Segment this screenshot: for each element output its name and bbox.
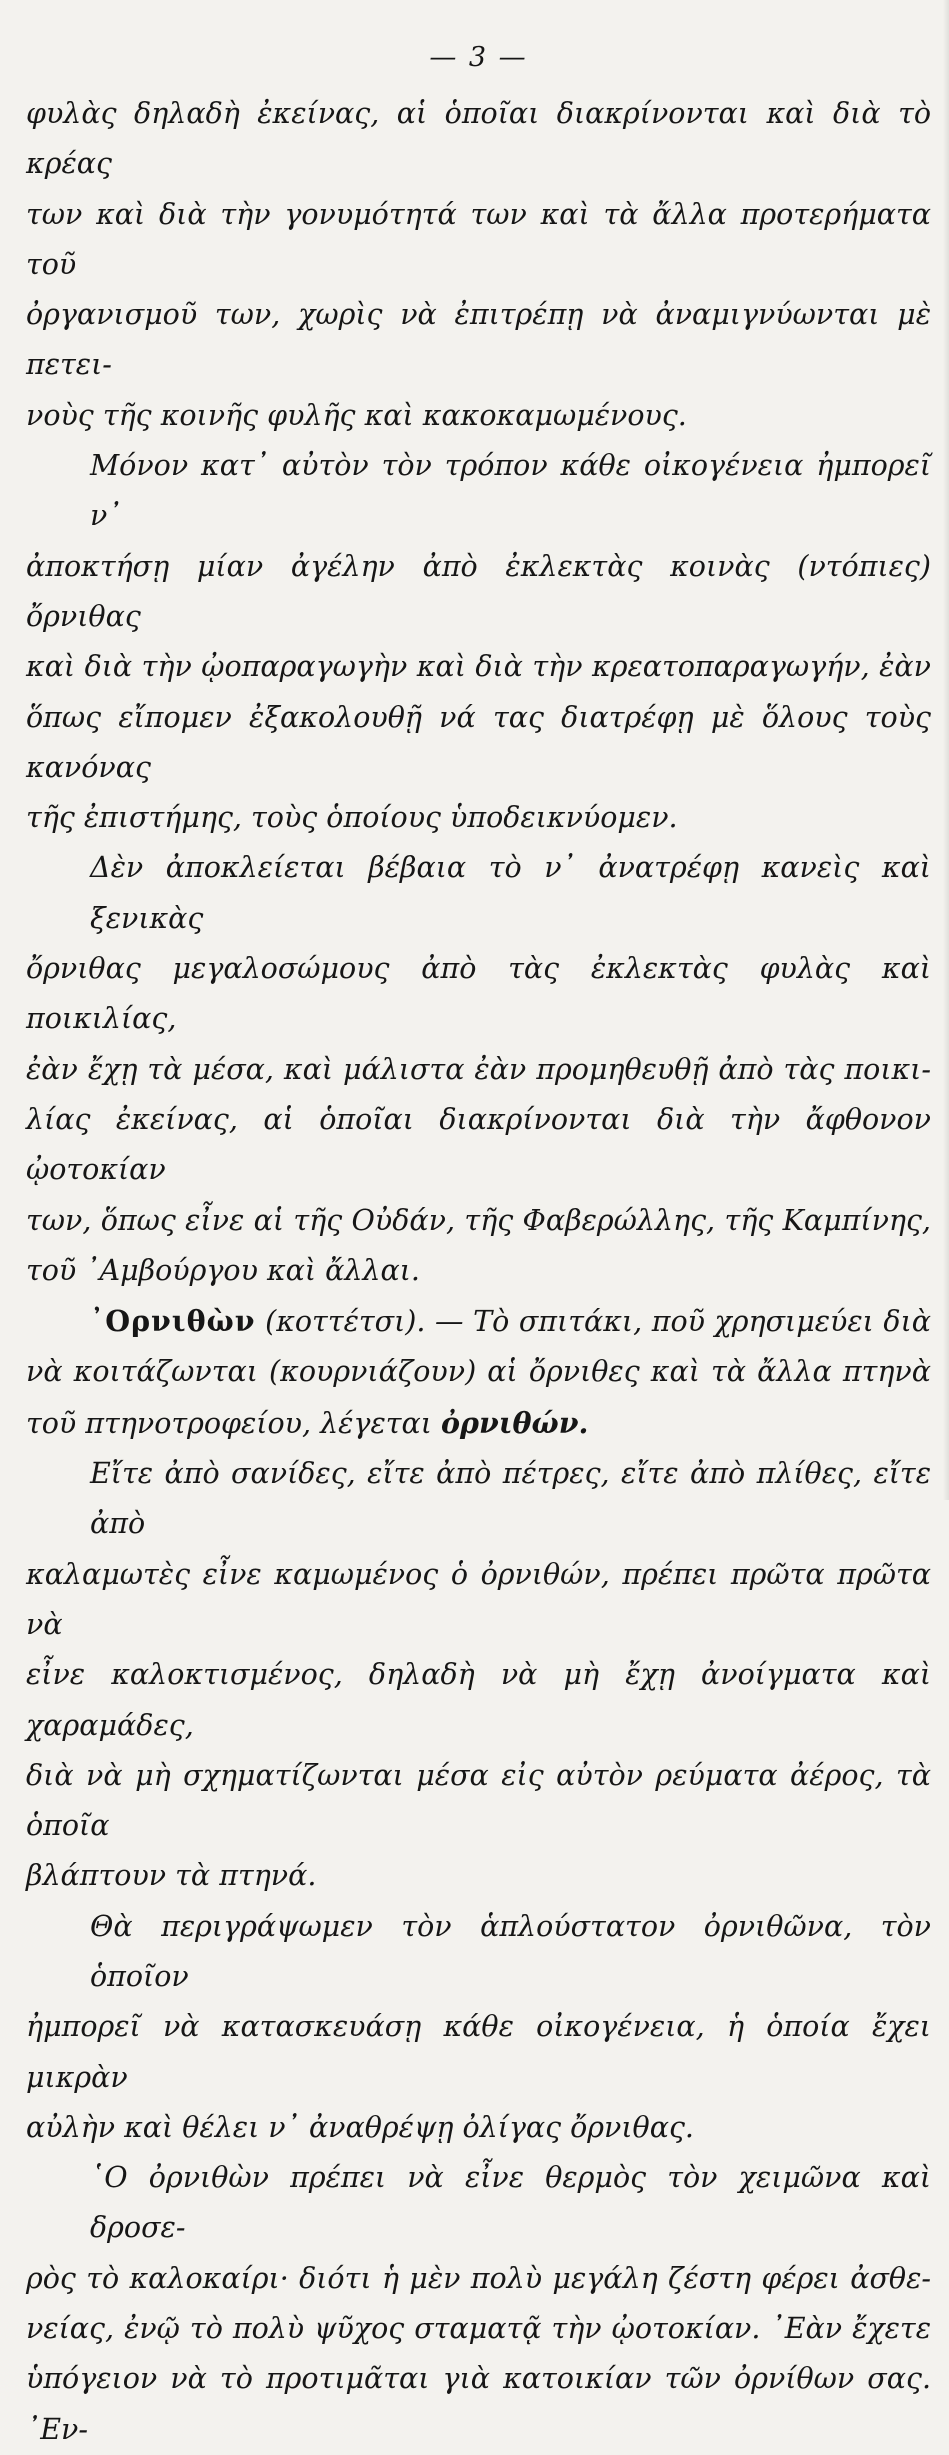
section-paragraph xyxy=(26,1296,931,1449)
text-line: ὀργανισμοῦ των, χωρὶς νὰ ἐπιτρέπῃ νὰ ἀναμιγνύωνται μὲ πετει- xyxy=(26,298,931,382)
text-line: καὶ διὰ τὴν ᾠοπαραγωγὴν καὶ διὰ τὴν κρεατοπαραγωγήν, ἐὰν xyxy=(26,650,931,684)
text-line: καλαμωτὲς εἶνε καμωμένος ὁ ὀρνιθών, πρέπει πρῶτα πρῶτα νὰ xyxy=(26,1557,931,1641)
text-line: ρὸς τὸ καλοκαίρι· διότι ἡ μὲν πολὺ μεγάλη ζέστη φέρει ἀσθε- xyxy=(26,2261,931,2295)
text-line: νὰ κοιτάζωνται (κουρνιάζουν) αἱ ὄρνιθες καὶ τὰ ἄλλα πτηνὰ xyxy=(26,1355,931,1389)
text-fragment: τοῦ πτηνοτροφείου, λέγεται xyxy=(26,1406,442,1440)
text-line: αὐλὴν καὶ θέλει ν᾽ ἀναθρέψῃ ὀλίγας ὄρνιθας. xyxy=(26,2110,694,2144)
text-line: διὰ νὰ μὴ σχηματίζωνται μέσα εἰς αὐτὸν ρεύματα ἀέρος, τὰ ὁποῖα xyxy=(26,1758,931,1843)
text-line: Θὰ περιγράψωμεν τὸν ἁπλούστατον ὀρνιθῶνα, τὸν ὁποῖον xyxy=(90,1909,931,1993)
text-line xyxy=(26,1398,931,1449)
text-line: βλάπτουν τὰ πτηνά. xyxy=(26,1859,317,1893)
paragraph xyxy=(26,1449,931,1902)
text-line: λίας ἐκείνας, αἱ ὁποῖαι διακρίνονται διὰ τὴν ἄφθονον ᾠοτοκίαν xyxy=(26,1102,931,1187)
text-line: εἶνε καλοκτισμένος, δηλαδὴ νὰ μὴ ἔχῃ ἀνοίγματα καὶ χαραμάδες, xyxy=(26,1658,931,1742)
text-line: ἀποκτήσῃ μίαν ἀγέλην ἀπὸ ἐκλεκτὰς κοινὰς (ντόπιες) ὄρνιθας xyxy=(26,549,931,633)
paragraph xyxy=(26,843,931,1296)
text-line: ὄρνιθας μεγαλοσώμους ἀπὸ τὰς ἐκλεκτὰς φυλὰς καὶ ποικιλίας, xyxy=(26,952,931,1036)
text-line: ὅπως εἴπομεν ἐξακολουθῇ νά τας διατρέφῃ μὲ ὅλους τοὺς κανόνας xyxy=(26,700,931,784)
paragraph xyxy=(26,2153,931,2455)
text-line: ἠμπορεῖ νὰ κατασκευάσῃ κάθε οἰκογένεια, ἡ ὁποία ἔχει μικρὰν xyxy=(26,2010,931,2094)
text-line: τῆς ἐπιστήμης, τοὺς ὁποίους ὑποδεικνύομεν. xyxy=(26,801,678,835)
text-line: των καὶ διὰ τὴν γονυμότητά των καὶ τὰ ἄλλα προτερήματα τοῦ xyxy=(26,197,931,281)
page-number: — 3 — xyxy=(429,42,528,73)
section-heading: ᾿Ορνιθὼν xyxy=(90,1304,256,1339)
text-line: ἐὰν ἔχῃ τὰ μέσα, καὶ μάλιστα ἐὰν προμηθευθῇ ἀπὸ τὰς ποικι- xyxy=(26,1052,931,1086)
text-line: νοὺς τῆς κοινῆς φυλῆς καὶ κακοκαμωμένους. xyxy=(26,398,687,432)
bold-term: ὀρνιθών. xyxy=(441,1405,589,1440)
paragraph xyxy=(26,89,931,441)
heading-continuation: (κοττέτσι). — Τὸ σπιτάκι, ποῦ χρησιμεύει διὰ xyxy=(255,1305,931,1339)
text-line: ῾Ο ὀρνιθὼν πρέπει νὰ εἶνε θερμὸς τὸν χειμῶνα καὶ δροσε- xyxy=(90,2161,931,2245)
text-line: των, ὅπως εἶνε αἱ τῆς Οὐδάν, τῆς Φαβερώλλης, τῆς Καμπίνης, xyxy=(26,1203,931,1237)
text-line: Δὲν ἀποκλείεται βέβαια τὸ ν᾽ ἀνατρέφῃ κανεὶς καὶ ξενικὰς xyxy=(90,851,931,935)
paragraph xyxy=(26,1902,931,2153)
text-line: νείας, ἐνῷ τὸ πολὺ ψῦχος σταματᾷ τὴν ᾠοτοκίαν. ᾿Εὰν ἔχετε xyxy=(26,2312,931,2346)
text-line: Εἴτε ἀπὸ σανίδες, εἴτε ἀπὸ πέτρες, εἴτε ἀπὸ πλίθες, εἴτε ἀπὸ xyxy=(90,1457,931,1541)
text-line xyxy=(26,1296,931,1347)
text-line: τοῦ ᾿Αμβούργου καὶ ἄλλαι. xyxy=(26,1253,420,1287)
text-line: ὑπόγειον νὰ τὸ προτιμᾶται γιὰ κατοικίαν τῶν ὀρνίθων σας. ᾿Εν- xyxy=(26,2362,931,2446)
text-line: φυλὰς δηλαδὴ ἐκείνας, αἱ ὁποῖαι διακρίνονται καὶ διὰ τὸ κρέας xyxy=(26,97,931,181)
text-line: Μόνον κατ᾽ αὐτὸν τὸν τρόπον κάθε οἰκογένεια ἠμπορεῖ ν᾽ xyxy=(90,449,931,533)
paragraph xyxy=(26,441,931,843)
